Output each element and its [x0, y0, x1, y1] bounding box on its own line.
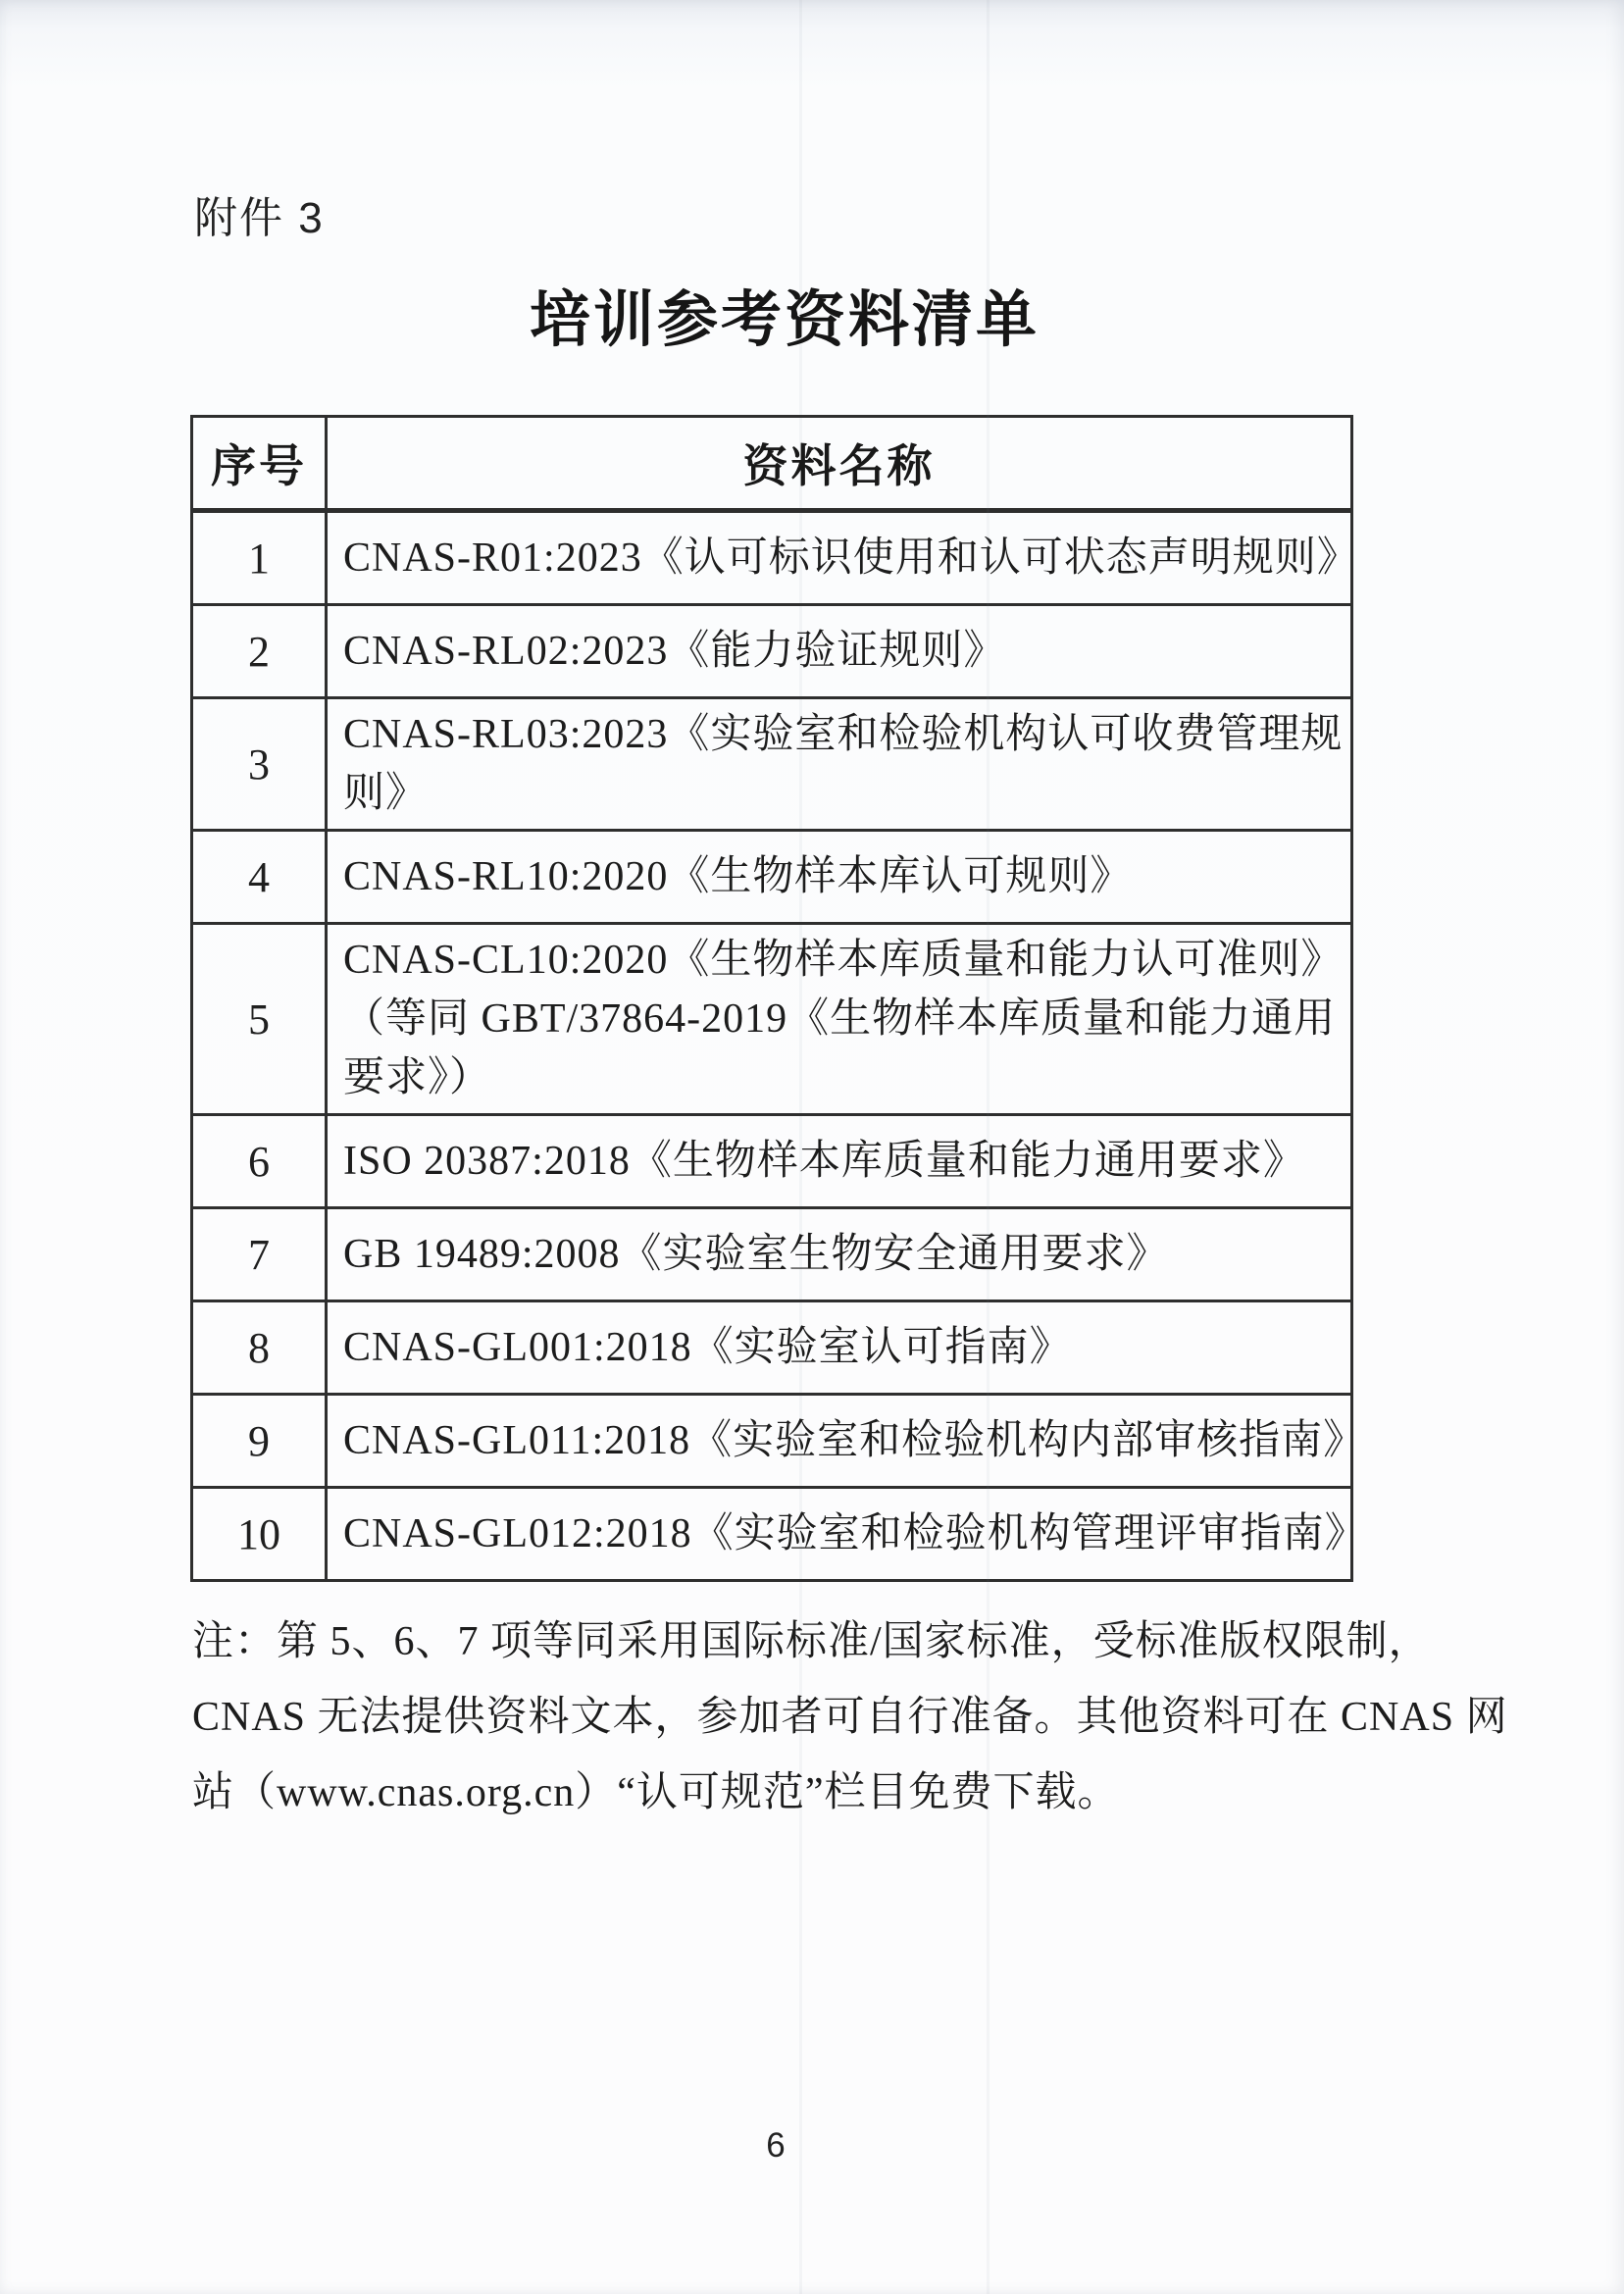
table-row — [192, 698, 1352, 831]
reference-materials-table — [190, 415, 1367, 1582]
row-material-name — [327, 605, 1352, 698]
material-name-line: CNAS-GL001:2018《实验室认可指南》 — [343, 1325, 1072, 1370]
table-row — [192, 605, 1352, 698]
row-material-name — [327, 1208, 1352, 1301]
page-title: 培训参考资料清单 — [529, 286, 1040, 354]
table-row — [192, 1395, 1352, 1488]
page-number: 6 — [766, 2126, 786, 2165]
material-name-line: CNAS-RL03:2023《实验室和检验机构认可收费管理规 — [343, 712, 1344, 757]
table-header-row — [192, 417, 1352, 511]
material-name-line: ISO 20387:2018《生物样本库质量和能力通用要求》 — [343, 1139, 1305, 1184]
table-body — [192, 511, 1367, 1581]
row-serial-number: 8 — [192, 1301, 327, 1395]
row-serial-number: 10 — [192, 1488, 327, 1581]
row-material-name — [327, 831, 1352, 924]
note-line: 注：第 5、6、7 项等同采用国际标准/国家标准，受标准版权限制， — [192, 1619, 1431, 1664]
row-serial-number: 2 — [192, 605, 327, 698]
row-serial-number: 7 — [192, 1208, 327, 1301]
material-name-line: CNAS-RL10:2020《生物样本库认可规则》 — [343, 854, 1133, 899]
row-material-name — [327, 1115, 1352, 1208]
table-row — [192, 1208, 1352, 1301]
row-serial-number: 5 — [192, 924, 327, 1115]
note-line: 站（www.cnas.org.cn）“认可规范”栏目免费下载。 — [192, 1770, 1120, 1815]
note-line: CNAS 无法提供资料文本，参加者可自行准备。其他资料可在 CNAS 网 — [192, 1695, 1508, 1740]
material-name-line: 则》 — [343, 771, 429, 816]
material-name-line: CNAS-R01:2023《认可标识使用和认可状态声明规则》 — [343, 535, 1359, 581]
row-material-name — [327, 924, 1352, 1115]
row-material-name — [327, 1395, 1366, 1488]
row-material-name — [327, 1301, 1352, 1395]
material-name-line: CNAS-CL10:2020《生物样本库质量和能力认可准则》 — [343, 938, 1344, 983]
table-head — [192, 417, 1352, 511]
row-serial-number: 9 — [192, 1395, 327, 1488]
row-material-name — [327, 1488, 1367, 1581]
material-name-line: 要求》） — [343, 1055, 492, 1100]
table-row — [192, 1115, 1352, 1208]
table-row — [192, 831, 1352, 924]
table-row — [192, 924, 1352, 1115]
material-name-line: （等同 GBT/37864-2019《生物样本库质量和能力通用 — [343, 996, 1337, 1042]
table-row — [192, 511, 1352, 605]
row-material-name — [327, 511, 1359, 605]
header-serial-number: 序号 — [192, 417, 327, 511]
row-serial-number: 4 — [192, 831, 327, 924]
row-serial-number: 3 — [192, 698, 327, 831]
material-name-line: GB 19489:2008《实验室生物安全通用要求》 — [343, 1232, 1169, 1277]
material-name-line: CNAS-GL011:2018《实验室和检验机构内部审核指南》 — [343, 1418, 1366, 1463]
row-serial-number: 6 — [192, 1115, 327, 1208]
attachment-label: 附件 3 — [194, 194, 325, 242]
note-block — [192, 1605, 1508, 1831]
row-material-name — [327, 698, 1352, 831]
header-material-name: 资料名称 — [327, 417, 1352, 511]
table-row — [192, 1301, 1352, 1395]
material-name-line: CNAS-RL02:2023《能力验证规则》 — [343, 629, 1006, 674]
row-serial-number: 1 — [192, 511, 327, 605]
table-row — [192, 1488, 1352, 1581]
material-name-line: CNAS-GL012:2018《实验室和检验机构管理评审指南》 — [343, 1511, 1367, 1556]
